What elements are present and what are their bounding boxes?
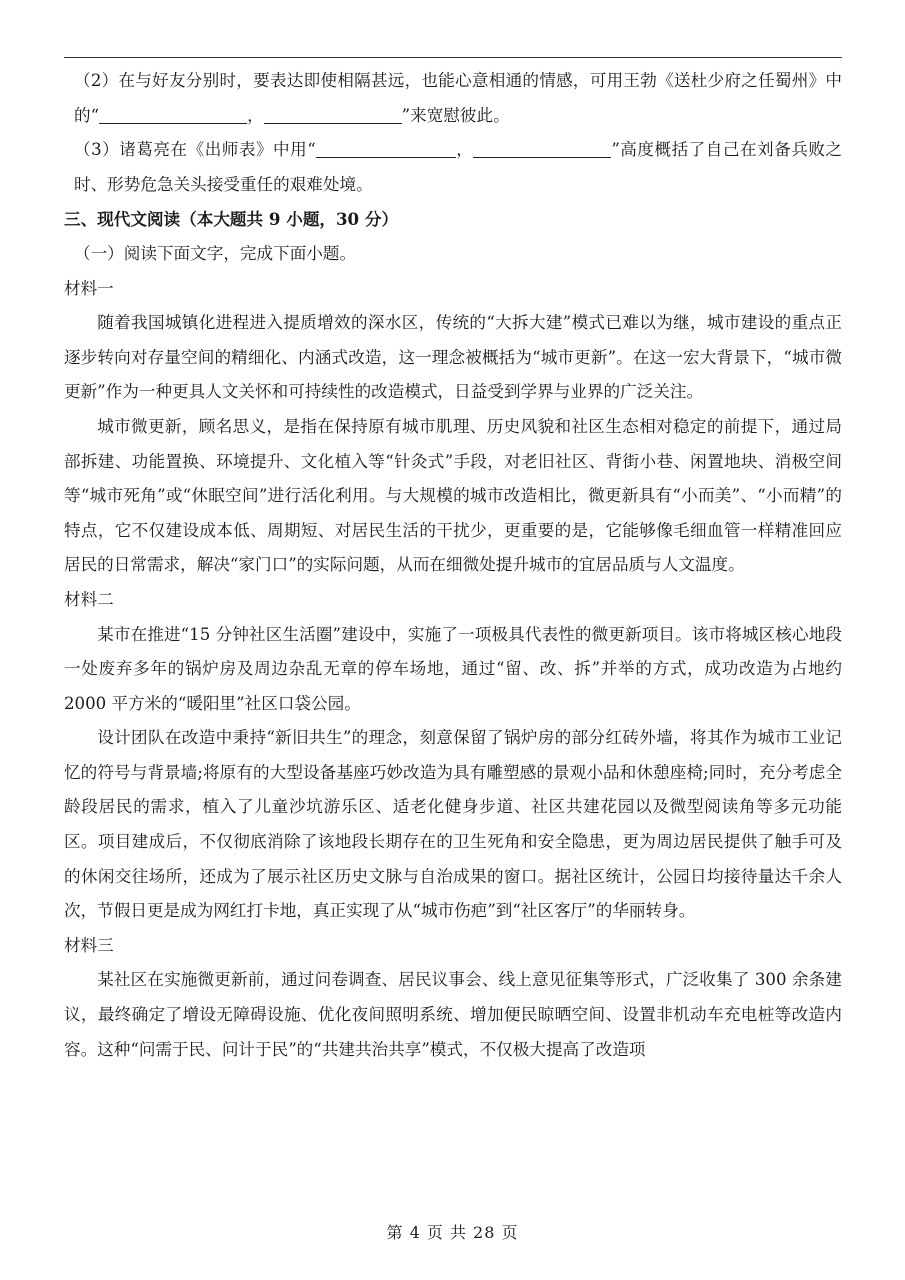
part-intro: （一）阅读下面文字，完成下面小题。 <box>74 243 357 263</box>
question-2-text: （2）在与好友分别时，要表达即使相隔甚远，也能心意相通的情感，可用王勃《送杜少府之任蜀州》中的“ <box>74 71 842 125</box>
comma: ， <box>247 105 264 125</box>
question-3-text: （3）诸葛亮在《出师表》中用“ <box>74 140 316 160</box>
material-2-label: 材料二 <box>64 589 114 609</box>
answer-blank-2[interactable] <box>264 105 402 124</box>
section-heading: 三、现代文阅读（本大题共 9 小题，30 分） <box>64 209 399 230</box>
question-2 <box>64 64 842 133</box>
page-footer: 第 4 页 共 28 页 <box>386 1223 519 1242</box>
answer-blank-4[interactable] <box>473 139 611 158</box>
document-page <box>64 64 842 1067</box>
material-3-label: 材料三 <box>64 935 114 955</box>
material-2-paragraph: 设计团队在改造中秉持“新旧共生”的理念，刻意保留了锅炉房的部分红砖外墙，将其作为城市工业记忆的符号与背景墙;将原有的大型设备基座巧妙改造为具有雕塑感的景观小品和休憩座椅;同时，充分考虑全龄段居民的需求，植入了儿童沙坑游乐区、适老化健身步道、社区共建花园以及微型阅读角等多元功能区。项目建成后，不仅彻底消除了该地段长期存在的卫生死角和安全隐患，更为周边居民提供了触手可及的休闲交往场所，还成为了展示社区历史文脉与自治成果的窗口。据社区统计，公园日均接待量达千余人次，节假日更是成为网红打卡地，真正实现了从“城市伤疤”到“社区客厅”的华丽转身。 <box>64 728 842 921</box>
material-2-paragraph: 某市在推进“15 分钟社区生活圈”建设中，实施了一项极具代表性的微更新项目。该市将城区核心地段一处废弃多年的锅炉房及周边杂乱无章的停车场地，通过“留、改、拆”并举的方式，成功改造为占地约 2000 平方米的“暖阳里”社区口袋公园。 <box>64 624 842 713</box>
top-rule <box>64 57 842 58</box>
question-3-tail: ”高度概括了自己在刘备兵败之时、形势危急关头接受重任的艰难处境。 <box>74 140 843 194</box>
material-1-paragraph: 随着我国城镇化进程进入提质增效的深水区，传统的“大拆大建”模式已难以为继，城市建设的重点正逐步转向对存量空间的精细化、内涵式改造，这一理念被概括为“城市更新”。在这一宏大背景下，“城市微更新”作为一种更具人文关怀和可持续性的改造模式，日益受到学界与业界的广泛关注。 <box>64 313 842 402</box>
material-1-paragraph: 城市微更新，顾名思义，是指在保持原有城市肌理、历史风貌和社区生态相对稳定的前提下，通过局部拆建、功能置换、环境提升、文化植入等“针灸式”手段，对老旧社区、背街小巷、闲置地块、消极空间等“城市死角”或“休眠空间”进行活化利用。与大规模的城市改造相比，微更新具有“小而美”、“小而精”的特点，它不仅建设成本低、周期短、对居民生活的干扰少，更重要的是，它能够像毛细血管一样精准回应居民的日常需求，解决“家门口”的实际问题，从而在细微处提升城市的宜居品质与人文温度。 <box>64 416 842 575</box>
answer-blank-3[interactable] <box>316 139 456 158</box>
question-3 <box>64 133 842 202</box>
material-3-paragraph: 某社区在实施微更新前，通过问卷调查、居民议事会、线上意见征集等形式，广泛收集了 300 余条建议，最终确定了增设无障碍设施、优化夜间照明系统、增加便民晾晒空间、设置非机动车充电桩等改造内容。这种“问需于民、问计于民”的“共建共治共享”模式，不仅极大提高了改造项 <box>64 970 842 1059</box>
material-1-label: 材料一 <box>64 278 114 298</box>
comma: ， <box>455 140 474 160</box>
question-2-tail: ”来宽慰彼此。 <box>401 105 510 125</box>
answer-blank-1[interactable] <box>99 105 247 124</box>
